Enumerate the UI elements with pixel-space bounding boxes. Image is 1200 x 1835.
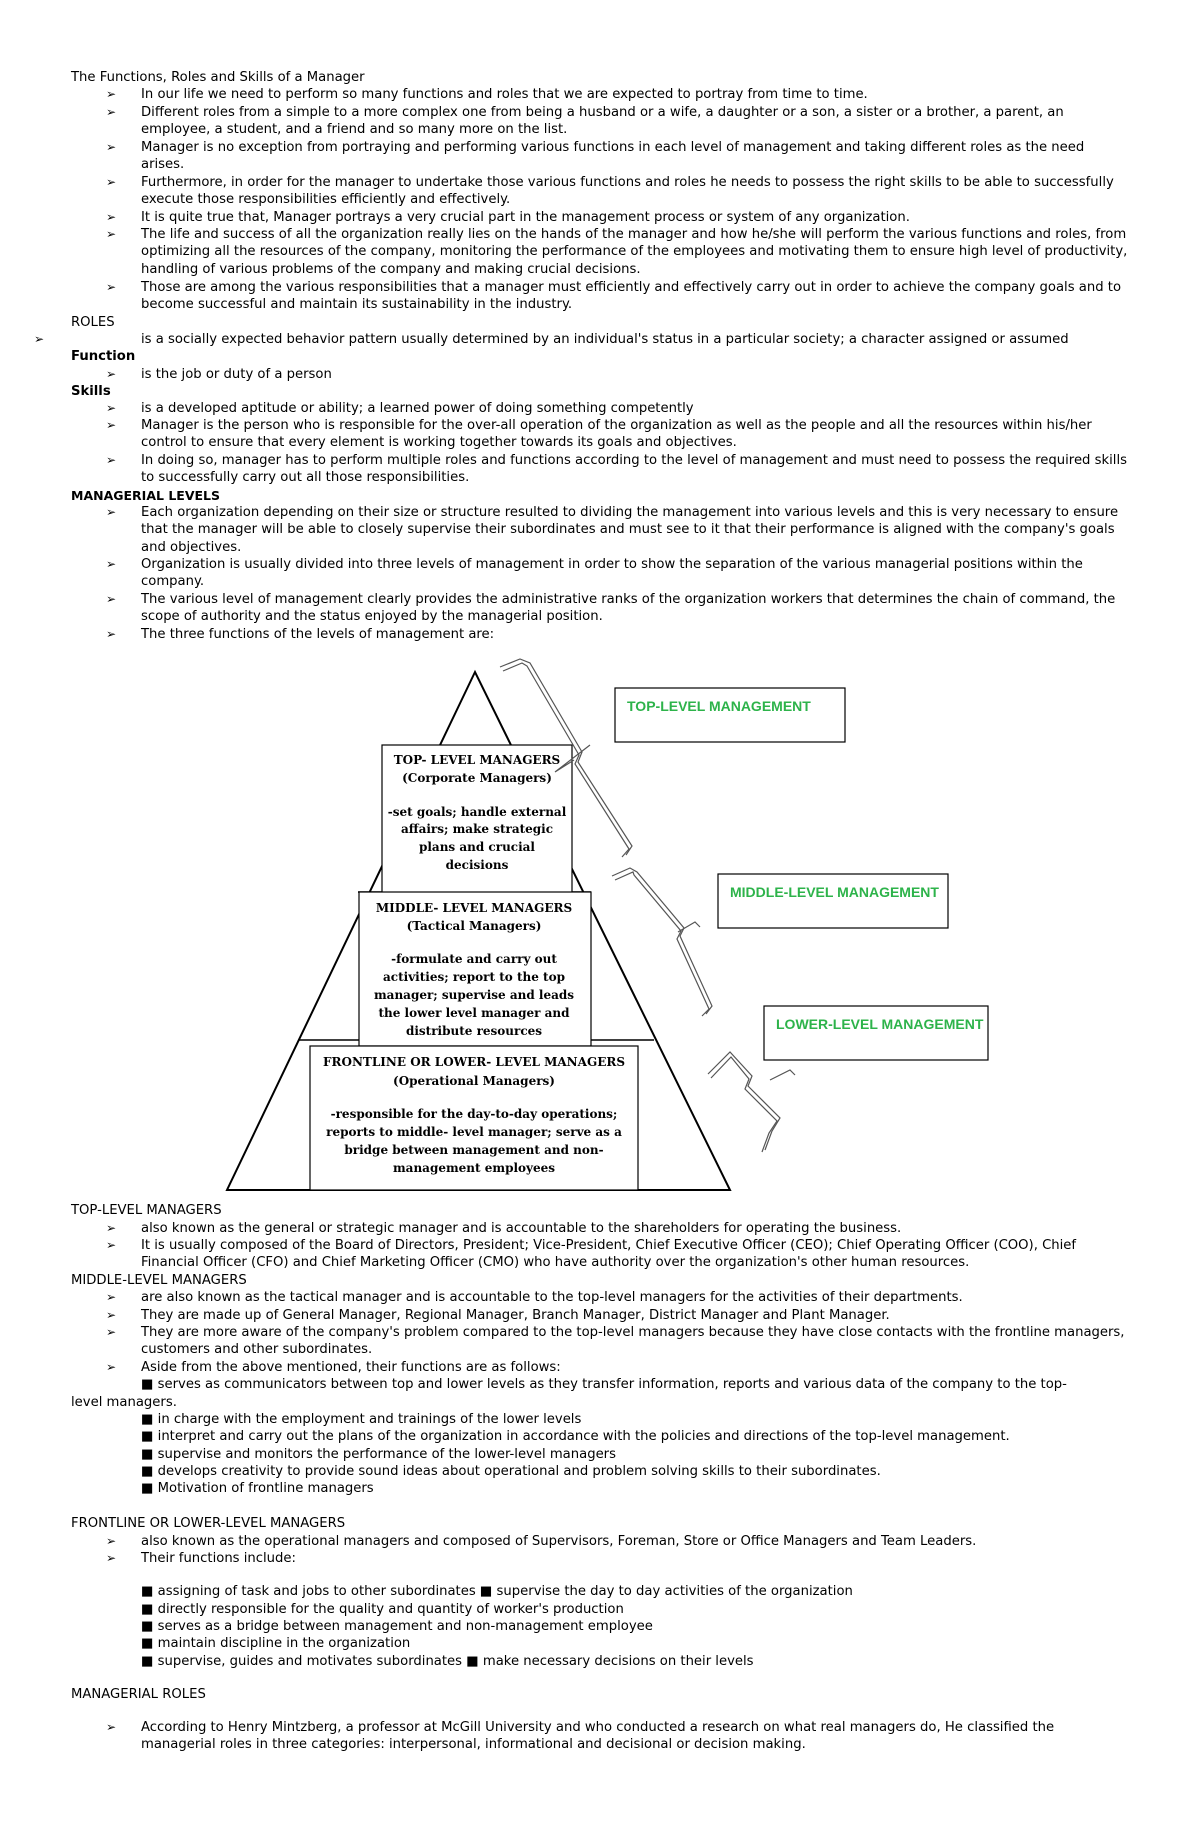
middle-managers-box xyxy=(359,892,591,1046)
middle-box-line: distribute resources xyxy=(405,1024,543,1038)
intro-item: Those are among the various responsibilities that a manager must efficiently and effectively carry out in order to achieve the company goals and to become successful and maintain its sustainability in the industry. xyxy=(141,280,1122,313)
middle-level-item: They are made up of General Manager, Regional Manager, Branch Manager, District Manager and Plant Manager. xyxy=(141,1308,890,1323)
roles-heading: ROLES xyxy=(71,315,115,330)
middle-box-line: manager; supervise and leads xyxy=(373,988,575,1002)
managerial-levels-heading: MANAGERIAL LEVELS xyxy=(71,488,220,503)
middle-level-item: Aside from the above mentioned, their functions are as follows: xyxy=(141,1360,561,1375)
lower-level-heading: FRONTLINE OR LOWER-LEVEL MANAGERS xyxy=(71,1516,346,1531)
bullet-icon: ➢ xyxy=(106,401,117,415)
intro-item: In our life we need to perform so many functions and roles that we are expected to portray from time to time. xyxy=(141,87,868,102)
bullet-icon: ➢ xyxy=(106,1325,117,1339)
lower-box-line: bridge between management and non- xyxy=(344,1143,604,1157)
middle-box-line: -formulate and carry out xyxy=(391,952,557,966)
document-title: The Functions, Roles and Skills of a Manager xyxy=(71,70,365,85)
lower-function-item: ■ supervise, guides and motivates subordinates ■ make necessary decisions on their levels xyxy=(141,1654,754,1669)
middle-function-item: ■ interpret and carry out the plans of the organization in accordance with the policies and directions of the top-level management. xyxy=(141,1429,1010,1444)
lower-box-line: reports to middle- level manager; serve as a xyxy=(326,1125,622,1139)
bullet-icon: ➢ xyxy=(106,505,117,519)
bullet-icon: ➢ xyxy=(106,592,117,606)
intro-item: It is quite true that, Manager portrays a very crucial part in the management process or system of any organization. xyxy=(141,210,910,225)
lower-brace xyxy=(708,1052,795,1152)
bullet-icon: ➢ xyxy=(106,1360,117,1374)
middle-function-item-cont: level managers. xyxy=(71,1395,177,1410)
levels-item: The three functions of the levels of management are: xyxy=(141,627,495,642)
middle-box-title: MIDDLE- LEVEL MANAGERS xyxy=(375,901,573,915)
skills-heading: Skills xyxy=(71,384,111,399)
middle-function-item: ■ supervise and monitors the performance of the lower-level managers xyxy=(141,1447,616,1462)
top-box-line: -set goals; handle external xyxy=(387,805,567,819)
bullet-icon: ➢ xyxy=(106,1551,117,1565)
middle-function-item: ■ in charge with the employment and trainings of the lower levels xyxy=(141,1412,582,1427)
intro-item: Different roles from a simple to a more complex one from being a husband or a wife, a daughter or a son, a sister or a brother, a parent, an employee, a student, and a friend and so many more on the list. xyxy=(141,105,1064,138)
lower-function-item: ■ assigning of task and jobs to other subordinates ■ supervise the day to day activities of the organization xyxy=(141,1584,853,1599)
skills-item: is a developed aptitude or ability; a learned power of doing something competently xyxy=(141,401,694,416)
levels-item: Organization is usually divided into three levels of management in order to show the separation of the various managerial positions within the company. xyxy=(141,557,1083,590)
managerial-roles-heading: MANAGERIAL ROLES xyxy=(71,1687,206,1702)
function-heading: Function xyxy=(71,349,136,364)
middle-box-subtitle: (Tactical Managers) xyxy=(406,919,542,933)
bullet-icon: ➢ xyxy=(106,1238,117,1252)
top-level-management-label: TOP-LEVEL MANAGEMENT xyxy=(627,698,811,714)
lower-box-line: management employees xyxy=(392,1161,556,1175)
top-box-line: affairs; make strategic xyxy=(400,822,554,836)
middle-level-heading: MIDDLE-LEVEL MANAGERS xyxy=(71,1273,247,1288)
bullet-icon: ➢ xyxy=(106,280,117,294)
levels-item: The various level of management clearly provides the administrative ranks of the organization workers that determines the chain of command, the scope of authority and the status enjoyed by the managerial position. xyxy=(141,592,1116,625)
lower-level-item: also known as the operational managers and composed of Supervisors, Foreman, Store or Office Managers and Team Leaders. xyxy=(141,1534,977,1549)
top-box-title: TOP- LEVEL MANAGERS xyxy=(393,753,561,767)
bullet-icon: ➢ xyxy=(106,175,117,189)
top-managers-box xyxy=(382,745,572,895)
bullet-icon: ➢ xyxy=(106,453,117,467)
middle-level-item: are also known as the tactical manager and is accountable to the top-level managers for the activities of their departments. xyxy=(141,1290,963,1305)
intro-item: Furthermore, in order for the manager to undertake those various functions and roles he needs to possess the right skills to be able to successfully execute those responsibilities efficiently and effectively. xyxy=(141,175,1114,208)
lower-function-item: ■ directly responsible for the quality and quantity of worker's production xyxy=(141,1602,624,1617)
bullet-icon: ➢ xyxy=(106,140,117,154)
lower-function-item: ■ serves as a bridge between management and non-management employee xyxy=(141,1619,653,1634)
bullet-icon: ➢ xyxy=(106,627,117,641)
top-box-line: decisions xyxy=(445,858,509,872)
bullet-icon: ➢ xyxy=(106,1720,117,1734)
lower-box-line: -responsible for the day-to-day operations; xyxy=(330,1107,618,1121)
skills-item: Manager is the person who is responsible for the over-all operation of the organization as well as the people and all the resources within his/her control to ensure that every element is working together towards its goals and objectives. xyxy=(141,418,1092,451)
middle-level-management-label: MIDDLE-LEVEL MANAGEMENT xyxy=(730,884,939,900)
top-level-heading: TOP-LEVEL MANAGERS xyxy=(71,1203,222,1218)
top-box-subtitle: (Corporate Managers) xyxy=(402,771,552,785)
lower-box-subtitle: (Operational Managers) xyxy=(393,1074,555,1088)
lower-function-item: ■ maintain discipline in the organization xyxy=(141,1636,411,1651)
lower-level-item: Their functions include: xyxy=(141,1551,296,1566)
bullet-icon: ➢ xyxy=(106,1221,117,1235)
skills-item: In doing so, manager has to perform multiple roles and functions according to the level of management and must need to possess the required skills to successfully carry out all those responsibilities. xyxy=(141,453,1127,486)
lower-box-title: FRONTLINE OR LOWER- LEVEL MANAGERS xyxy=(323,1055,625,1069)
bullet-icon: ➢ xyxy=(106,1308,117,1322)
bullet-icon: ➢ xyxy=(106,367,117,381)
roles-definition: is a socially expected behavior pattern usually determined by an individual's status in a particular society; a character assigned or assumed xyxy=(141,332,1069,347)
middle-function-item: ■ Motivation of frontline managers xyxy=(141,1481,374,1496)
top-level-item: It is usually composed of the Board of Directors, President; Vice-President, Chief Executive Officer (CEO); Chief Operating Officer (COO), Chief Financial Officer (CFO) and Chief Marketing Officer (CMO) who have authority over the organization's other human resources. xyxy=(141,1238,1077,1271)
lower-level-management-label-box xyxy=(764,1006,988,1060)
levels-item: Each organization depending on their size or structure resulted to dividing the management into various levels and this is very necessary to ensure that the manager will be able to closely supervise their subordinates and must see to it that their performance is aligned with the company's goals and objectives. xyxy=(141,505,1119,555)
intro-item: The life and success of all the organization really lies on the hands of the manager and how he/she will perform the various functions and roles, from optimizing all the resources of the company, monitoring the performance of the employees and motivating them to ensure high level of productivity, handling of various problems of the company and making crucial decisions. xyxy=(141,227,1128,277)
intro-item: Manager is no exception from portraying and performing various functions in each level of management and taking different roles as the need arises. xyxy=(141,140,1085,173)
middle-box-line: activities; report to the top xyxy=(383,970,565,984)
bullet-icon: ➢ xyxy=(106,105,117,119)
bullet-icon: ➢ xyxy=(106,227,117,241)
bullet-icon: ➢ xyxy=(34,332,45,346)
bullet-icon: ➢ xyxy=(106,557,117,571)
top-box-line: plans and crucial xyxy=(418,840,536,854)
top-level-management-label-box xyxy=(615,688,845,742)
middle-function-item: ■ serves as communicators between top and lower levels as they transfer information, reports and various data of the company to the top- xyxy=(141,1377,1067,1392)
bullet-icon: ➢ xyxy=(106,210,117,224)
middle-box-line: the lower level manager and xyxy=(378,1006,570,1020)
managerial-roles-item: According to Henry Mintzberg, a professor at McGill University and who conducted a research on what real managers do, He classified the managerial roles in three categories: interpersonal, informational and decisional or decision making. xyxy=(141,1720,1055,1753)
bullet-icon: ➢ xyxy=(106,87,117,101)
bullet-icon: ➢ xyxy=(106,418,117,432)
lower-level-management-label: LOWER-LEVEL MANAGEMENT xyxy=(776,1016,984,1032)
middle-level-management-label-box xyxy=(718,874,948,928)
function-definition: is the job or duty of a person xyxy=(141,367,332,382)
middle-level-item: They are more aware of the company's problem compared to the top-level managers because they have close contacts with the frontline managers, customers and other subordinates. xyxy=(141,1325,1125,1358)
top-level-item: also known as the general or strategic manager and is accountable to the shareholders for operating the business. xyxy=(141,1221,902,1236)
bullet-icon: ➢ xyxy=(106,1534,117,1548)
bullet-icon: ➢ xyxy=(106,1290,117,1304)
middle-function-item: ■ develops creativity to provide sound ideas about operational and problem solving skills to their subordinates. xyxy=(141,1464,881,1479)
